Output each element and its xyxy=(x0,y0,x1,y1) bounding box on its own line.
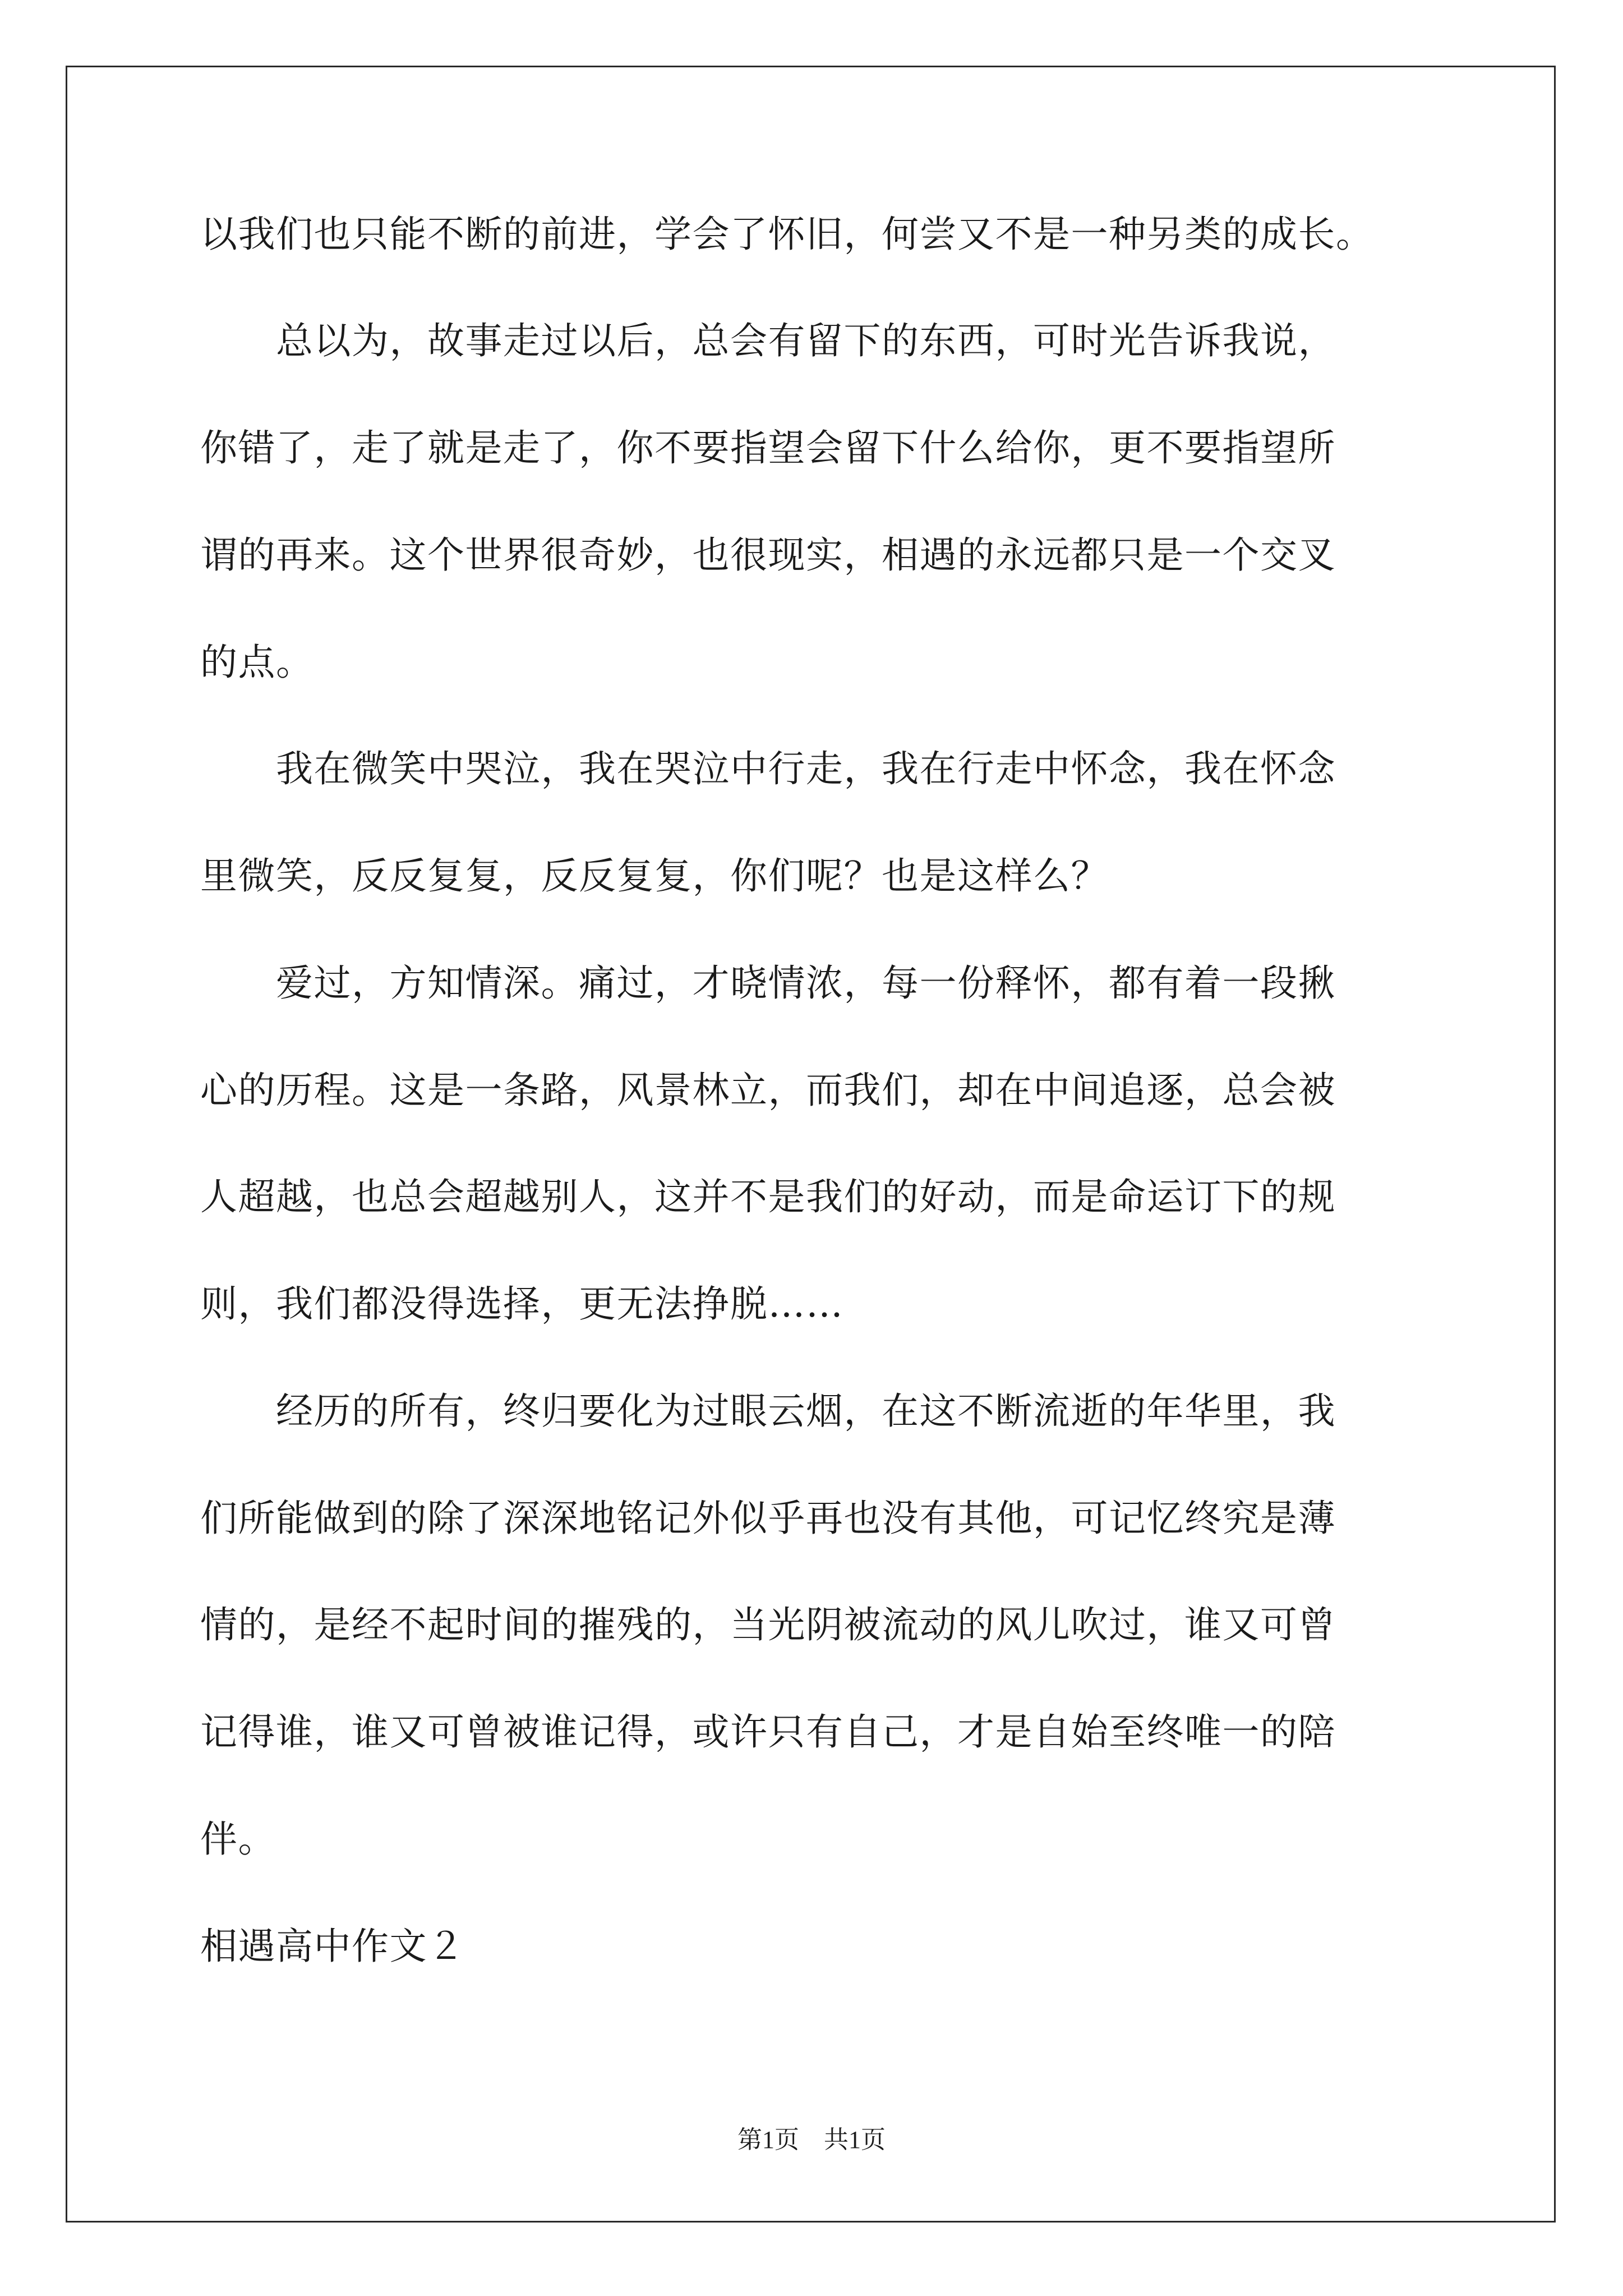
text-line: 的点。 xyxy=(200,641,314,684)
page-border xyxy=(66,66,1556,2223)
page-footer: 第1页 共1页 xyxy=(737,2126,886,2154)
text-line: 则，我们都没得选择，更无法挣脱…… xyxy=(200,1282,844,1326)
text-line: 情的，是经不起时间的摧残的，当光阴被流动的风儿吹过，谁又可曾 xyxy=(200,1603,1336,1646)
text-line: 总以为，故事走过以后，总会有留下的东西，可时光告诉我说， xyxy=(200,319,1336,362)
text-line: 你错了，走了就是走了，你不要指望会留下什么给你，更不要指望所 xyxy=(200,426,1336,470)
text-line: 爱过，方知情深。痛过，才晓情浓，每一份释怀，都有着一段揪 xyxy=(200,961,1336,1005)
text-line: 们所能做到的除了深深地铭记外似乎再也没有其他，可记忆终究是薄 xyxy=(200,1497,1336,1540)
text-line: 谓的再来。这个世界很奇妙，也很现实，相遇的永远都只是一个交叉 xyxy=(200,533,1336,577)
text-line: 伴。 xyxy=(200,1818,276,1861)
text-line: 人超越，也总会超越别人，这并不是我们的好动，而是命运订下的规 xyxy=(200,1175,1336,1218)
section-heading: 相遇高中作文２ xyxy=(200,1925,465,1968)
text-line: 里微笑，反反复复，反反复复，你们呢？也是这样么？ xyxy=(200,854,1109,898)
text-line: 我在微笑中哭泣，我在哭泣中行走，我在行走中怀念，我在怀念 xyxy=(200,747,1336,790)
text-line: 记得谁，谁又可曾被谁记得，或许只有自己，才是自始至终唯一的陪 xyxy=(200,1710,1336,1754)
text-line: 心的历程。这是一条路，风景林立，而我们，却在中间追逐，总会被 xyxy=(200,1069,1336,1112)
text-line: 以我们也只能不断的前进，学会了怀旧，何尝又不是一种另类的成长。 xyxy=(200,213,1374,256)
text-line: 经历的所有，终归要化为过眼云烟，在这不断流逝的年华里，我 xyxy=(200,1389,1336,1433)
